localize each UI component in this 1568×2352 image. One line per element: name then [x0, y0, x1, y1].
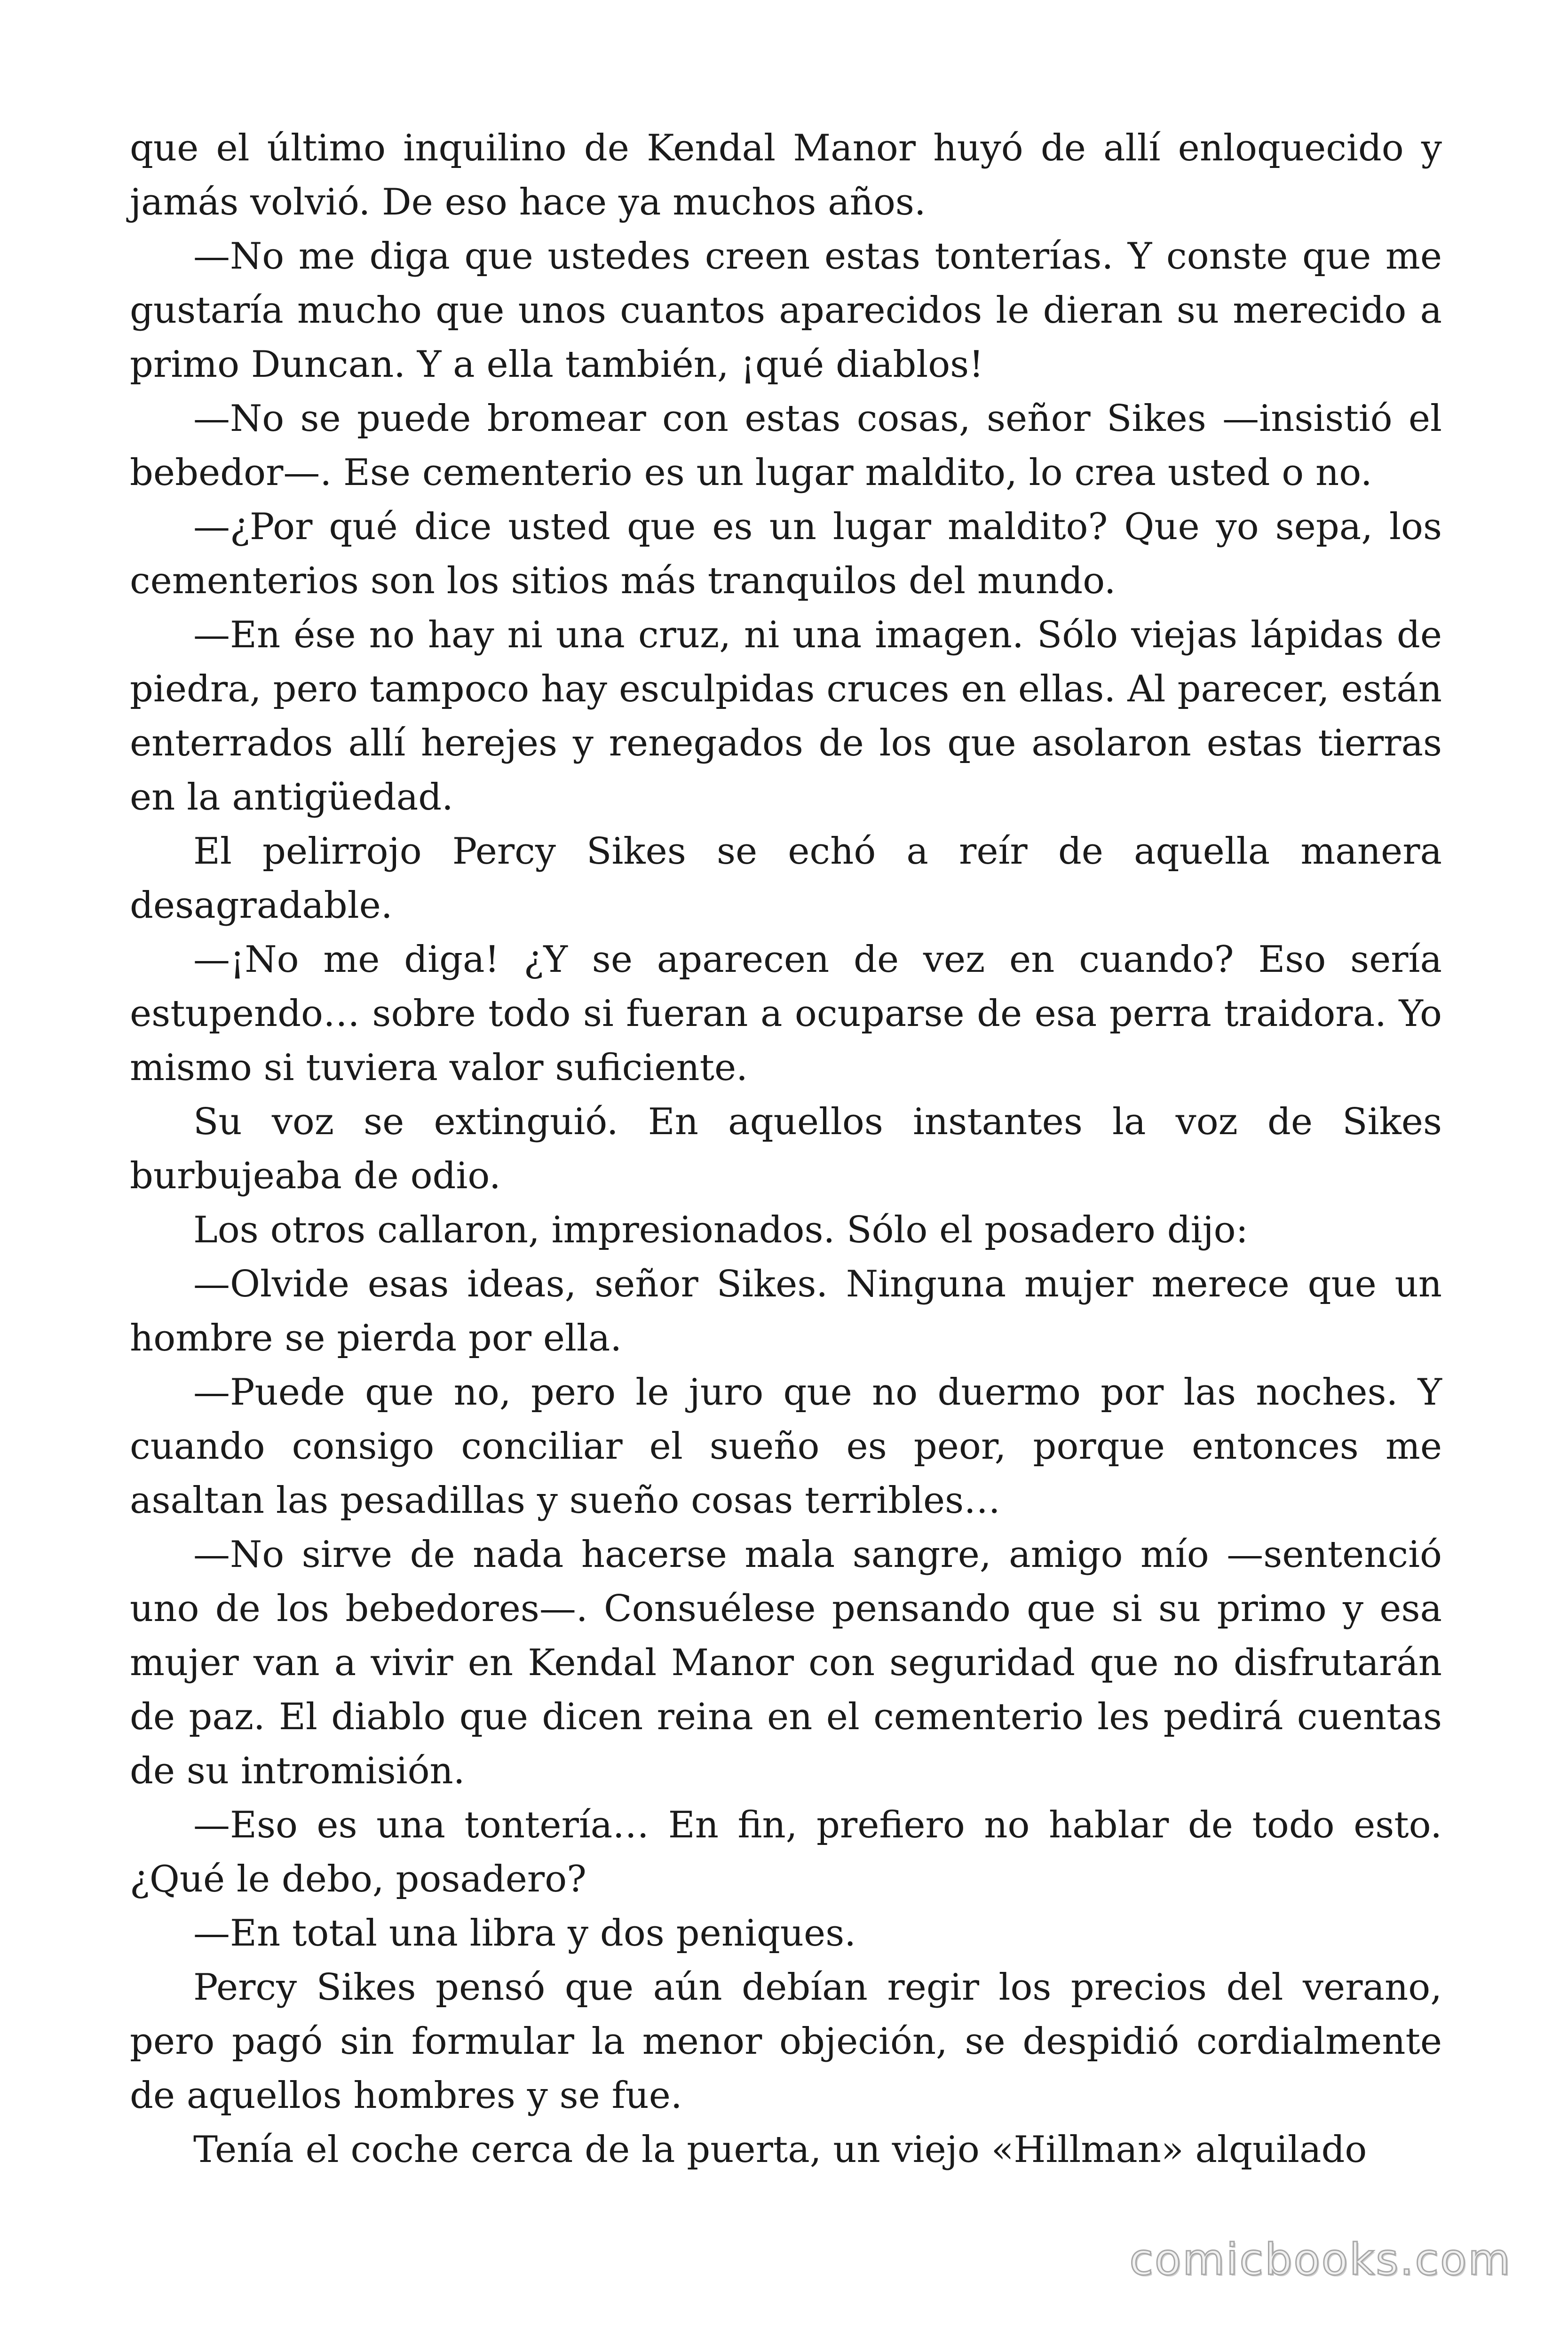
paragraph: —En ése no hay ni una cruz, ni una imagen. Sólo viejas lápidas de piedra, pero tampoco hay esculpidas cruces en ellas. Al parecer, están enterrados allí herejes y renegados de los que asolaron estas tierras en la antigüedad.: [130, 614, 1442, 818]
paragraph: —No sirve de nada hacerse mala sangre, amigo mío —sentenció uno de los bebedores—. Consuélese pensando que si su primo y esa mujer van a vivir en Kendal Manor con seguridad que no disfrutarán de paz. El diablo que dicen reina en el cementerio les pedirá cuentas de su intromisión.: [130, 1534, 1442, 1792]
paragraph: —¡No me diga! ¿Y se aparecen de vez en cuando? Eso sería estupendo… sobre todo si fueran a ocuparse de esa perra traidora. Yo mismo si tuviera valor suficiente.: [130, 938, 1442, 1089]
watermark: comicbooks.com: [1129, 2234, 1512, 2285]
paragraph: Los otros callaron, impresionados. Sólo el posadero dijo:: [193, 1209, 1248, 1251]
paragraph: —¿Por qué dice usted que es un lugar maldito? Que yo sepa, los cementerios son los sitios más tranquilos del mundo.: [130, 506, 1442, 602]
paragraph: —Eso es una tontería… En fin, prefiero no hablar de todo esto. ¿Qué le debo, posadero?: [130, 1804, 1442, 1900]
paragraph: que el último inquilino de Kendal Manor huyó de allí enloquecido y jamás volvió. De eso hace ya muchos años.: [130, 127, 1442, 223]
paragraph: Percy Sikes pensó que aún debían regir los precios del verano, pero pagó sin formular la menor objeción, se despidió cordialmente de aquellos hombres y se fue.: [130, 1966, 1442, 2117]
paragraph: —En total una libra y dos peniques.: [193, 1912, 856, 1955]
paragraph: —Puede que no, pero le juro que no duermo por las noches. Y cuando consigo conciliar el sueño es peor, porque entonces me asaltan las pesadillas y sueño cosas terribles…: [130, 1371, 1442, 1522]
paragraph: Tenía el coche cerca de la puerta, un viejo «Hillman» alquilado: [193, 2129, 1367, 2171]
paragraph: El pelirrojo Percy Sikes se echó a reír de aquella manera desagradable.: [130, 830, 1442, 927]
paragraph: —No me diga que ustedes creen estas tonterías. Y conste que me gustaría mucho que unos cuantos aparecidos le dieran su merecido a primo Duncan. Y a ella también, ¡qué diablos!: [130, 235, 1442, 386]
page-body: [130, 121, 1442, 2177]
paragraph: —No se puede bromear con estas cosas, señor Sikes —insistió el bebedor—. Ese cementerio es un lugar maldito, lo crea usted o no.: [130, 397, 1442, 494]
paragraph: —Olvide esas ideas, señor Sikes. Ninguna mujer merece que un hombre se pierda por ella.: [130, 1263, 1442, 1359]
paragraph: Su voz se extinguió. En aquellos instantes la voz de Sikes burbujeaba de odio.: [130, 1101, 1442, 1197]
